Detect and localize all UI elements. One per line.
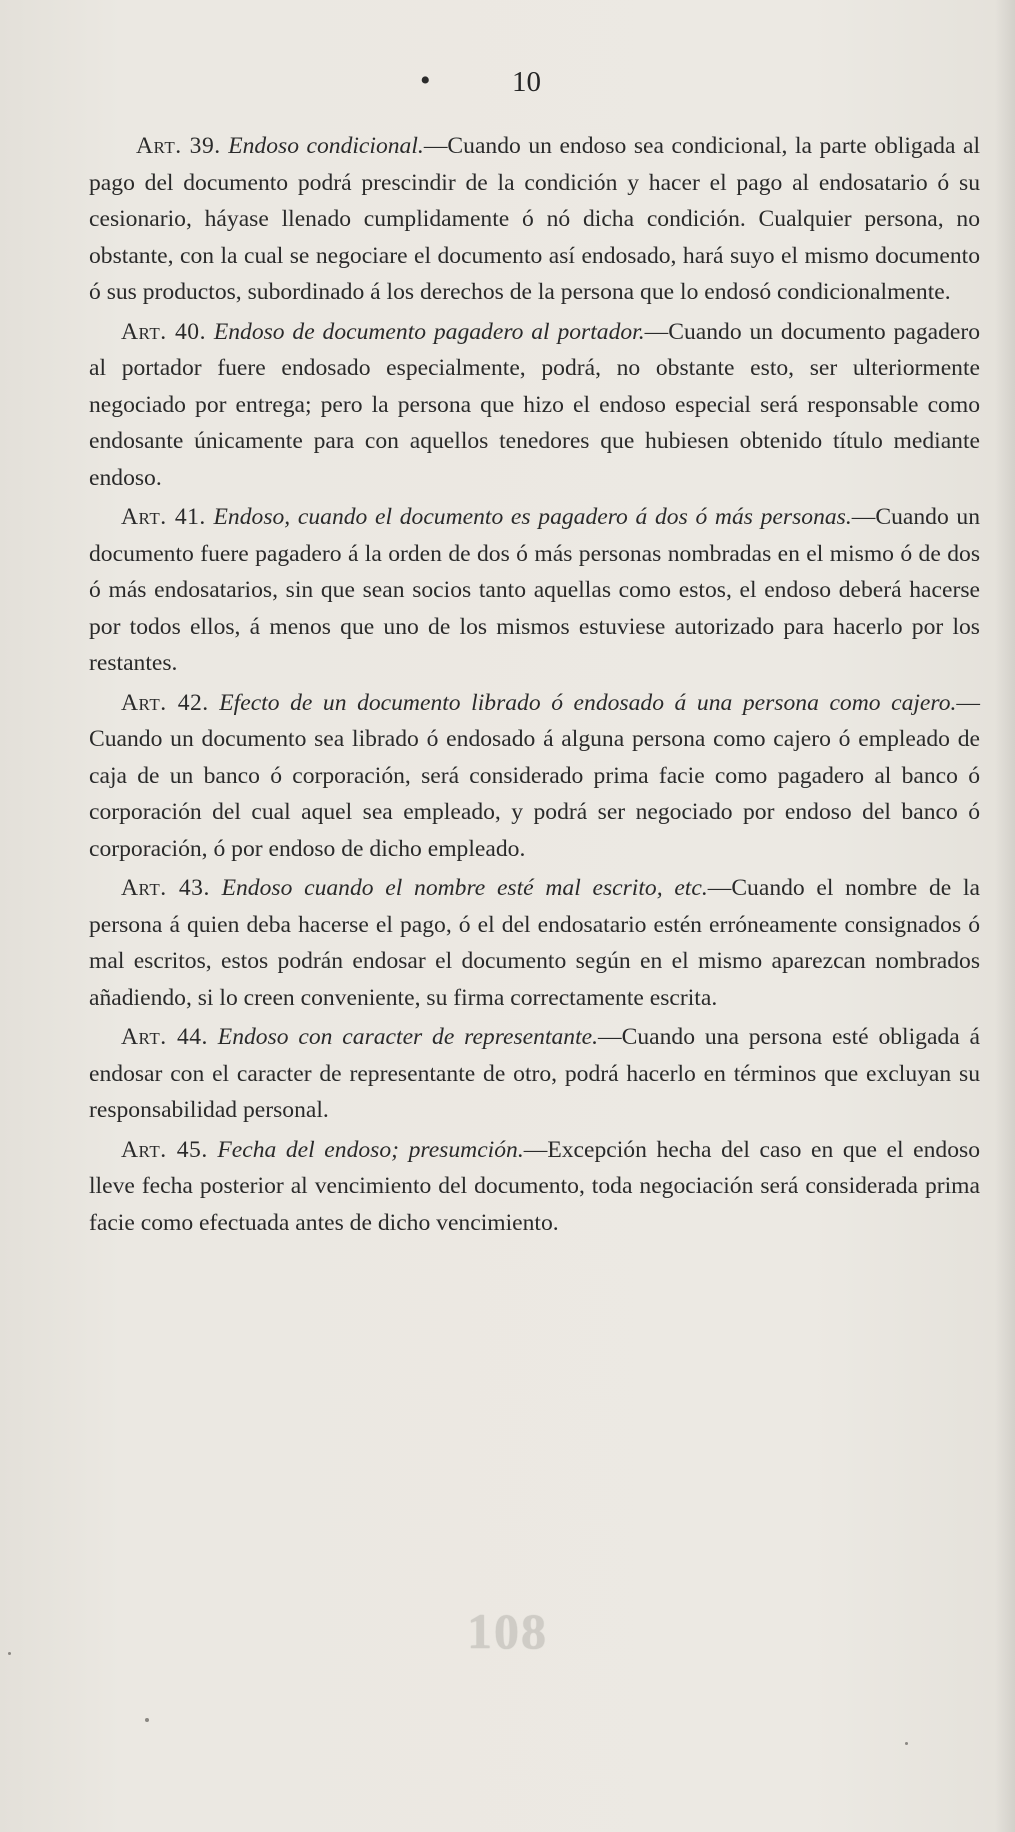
article-label: Art. 43. bbox=[121, 875, 210, 901]
article-body: —Cuando un documento pagadero al portador fuere endosado especialmente, podrá, no obstante esto, ser ulteriormente negociado por entrega; pero la persona que hizo el endoso especial será responsable como endosante únicamente para con aquellos tenedores que hubiesen obtenido título mediante endoso. bbox=[89, 318, 981, 491]
page-header bbox=[0, 62, 1015, 102]
article-label: Art. 41. bbox=[121, 504, 206, 530]
article-title: Fecha del endoso; presumción. bbox=[217, 1136, 524, 1163]
article-label: Art. 39. bbox=[136, 133, 221, 159]
article-42 bbox=[89, 685, 980, 868]
article-title: Endoso condicional. bbox=[228, 133, 424, 159]
article-label: Art. 45. bbox=[121, 1136, 208, 1163]
article-label: Art. 42. bbox=[121, 689, 209, 716]
footer-page-stamp: 108 bbox=[467, 1603, 548, 1659]
article-body: —Cuando una persona esté obligada á endosar con el caracter de representante de otro, podrá hacerlo en términos que excluyan su responsabilidad personal. bbox=[89, 1024, 980, 1123]
header-dot: • bbox=[420, 64, 431, 97]
article-43 bbox=[89, 870, 980, 1016]
article-title: Endoso de documento pagadero al portador. bbox=[213, 318, 645, 345]
article-title: Endoso cuando el nombre esté mal escrito, etc. bbox=[221, 875, 708, 901]
article-body: —Excepción hecha del caso en que el endoso lleve fecha posterior al vencimiento del documento, toda negociación será considerada prima facie como efectuada antes de dicho vencimiento. bbox=[89, 1136, 981, 1236]
article-44 bbox=[89, 1019, 980, 1129]
article-label: Art. 44. bbox=[121, 1024, 208, 1050]
article-title: Endoso con caracter de representante. bbox=[217, 1024, 599, 1050]
paper-speck bbox=[905, 1742, 908, 1745]
article-41 bbox=[89, 499, 980, 682]
page-number: 10 bbox=[512, 66, 541, 98]
article-label: Art. 40. bbox=[121, 318, 206, 345]
article-40 bbox=[89, 314, 980, 497]
article-title: Efecto de un documento librado ó endosado á una persona como cajero. bbox=[219, 689, 957, 716]
article-title: Endoso, cuando el documento es pagadero á dos ó más personas. bbox=[213, 504, 852, 530]
body-text bbox=[89, 128, 980, 1244]
article-body: —Cuando un documento sea librado ó endosado á alguna persona como cajero ó empleado de caja de un banco ó corporación, será considerado prima facie como pagadero al banco ó corporación del cual aquel sea empleado, y podrá ser negociado por endoso del banco ó corporación, ó por endoso de dicho empleado. bbox=[89, 689, 980, 862]
article-45 bbox=[89, 1132, 980, 1242]
page-edge-shadow bbox=[995, 0, 1015, 1832]
article-39 bbox=[89, 128, 980, 311]
article-body: —Cuando el nombre de la persona á quien deba hacerse el pago, ó el del endosatario estén erróneamente consignados ó mal escritos, estos podrán endosar el documento según en el mismo aparezcan nombrados añadiendo, si lo creen conveniente, su firma correctamente escrita. bbox=[89, 875, 981, 1011]
article-body: —Cuando un documento fuere pagadero á la orden de dos ó más personas nombradas en el mismo ó de dos ó más endosatarios, sin que sean socios tanto aquellas como estos, el endoso deberá hacerse por todos ellos, á menos que uno de los mismos estuviese autorizado para hacerlo por los restantes. bbox=[89, 504, 981, 676]
article-body: —Cuando un endoso sea condicional, la parte obligada al pago del documento podrá prescindir de la condición y hacer el pago al endosatario ó su cesionario, háyase llenado cumplidamente ó nó dicha condición. Cualquier persona, no obstante, con la cual se negociare el documento así endosado, hará suyo el mismo documento ó sus productos, subordinado á los derechos de la persona que lo endosó condicionalmente. bbox=[89, 133, 981, 305]
paper-speck bbox=[8, 1652, 11, 1655]
paper-speck bbox=[145, 1718, 149, 1722]
